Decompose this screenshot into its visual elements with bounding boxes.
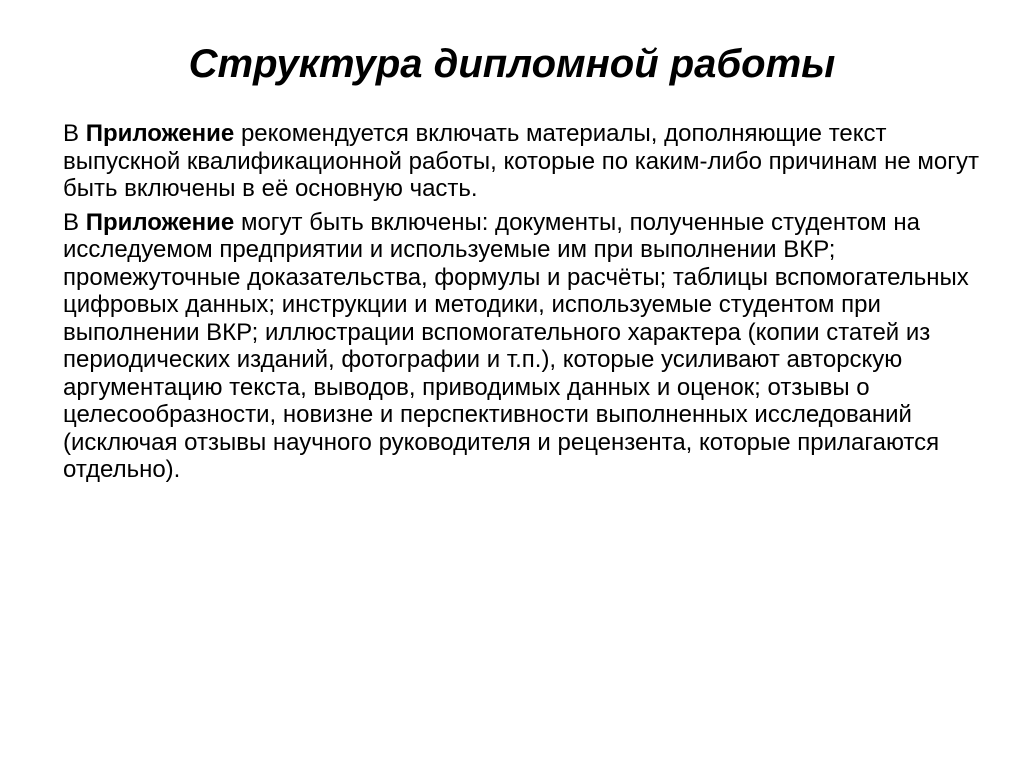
- paragraph-text: могут быть включены: документы, полученные студентом на исследуемом предприятии и используемые им при выполнении ВКР; промежуточные доказательства, формулы и расчёты; таблицы вспомогательных цифровых данных; инструкции и методики, используемые студентом при выполнении ВКР; иллюстрации вспомогательного характера (копии статей из периодических изданий, фотографии и т.п.), которые усиливают авторскую аргументацию текста, выводов, приводимых данных и оценок; отзывы о целесообразности, новизне и перспективности выполненных исследований (исключая отзывы научного руководителя и рецензента, которые прилагаются отдельно).: [63, 208, 969, 483]
- paragraph-1: [63, 120, 983, 203]
- paragraph-text: рекомендуется включать материалы, дополняющие текст выпускной квалификационной работы, которые по каким-либо причинам не могут быть включены в её основную часть.: [63, 120, 979, 202]
- paragraph-prefix: В: [63, 120, 86, 147]
- slide-body: [63, 120, 983, 490]
- slide-title: Структура дипломной работы: [188, 42, 836, 86]
- paragraph-prefix: В: [63, 208, 86, 236]
- paragraph-bold-term: Приложение: [85, 120, 235, 147]
- paragraph-2: [63, 209, 983, 484]
- paragraph-bold-term: Приложение: [85, 208, 235, 236]
